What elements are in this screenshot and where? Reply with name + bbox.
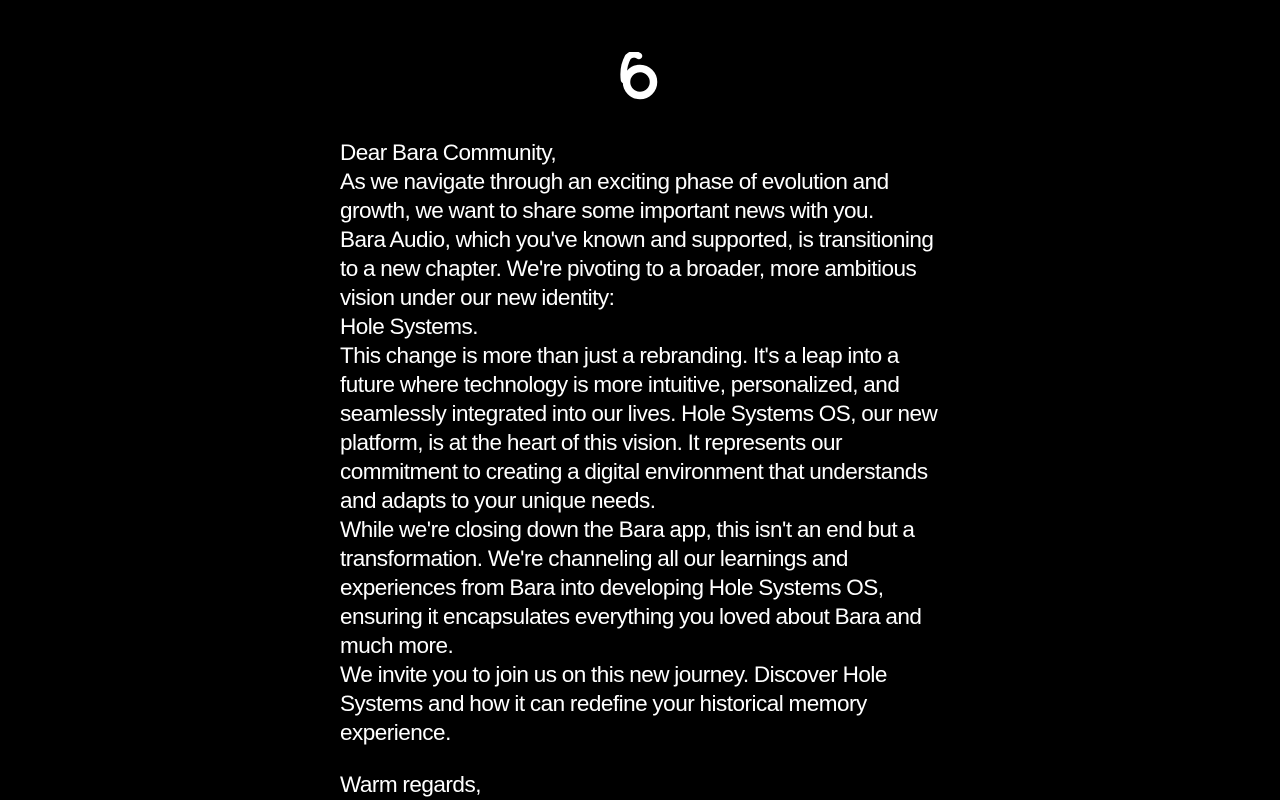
letter-paragraph-transition: Bara Audio, which you've known and supported, is transitioning to a new chapter. We're pivoting to a broader, more ambitious vision under our new identity: — [340, 227, 934, 310]
logo-bowl — [627, 69, 654, 96]
bara-logo-svg — [619, 52, 661, 102]
announcement-letter — [340, 138, 940, 799]
letter-paragraph-closing-app: While we're closing down the Bara app, this isn't an end but a transformation. We're channeling all our learnings and experiences from Bara into developing Hole Systems OS, ensuring it encapsulates everything you loved about Bara and much more. — [340, 517, 922, 658]
letter-greeting: Dear Bara Community, — [340, 140, 557, 165]
letter-paragraph-intro: As we navigate through an exciting phase of evolution and growth, we want to share some important news with you. — [340, 169, 889, 223]
letter-paragraph-vision: This change is more than just a rebranding. It's a leap into a future where technology is more intuitive, personalized, and seamlessly integrated into our lives. Hole Systems OS, our new platform, is at the heart of this vision. It represents our commitment to creating a digital environment that understands and adapts to your unique needs. — [340, 343, 938, 513]
bara-logo-icon — [619, 52, 661, 102]
letter-paragraph-new-name: Hole Systems. — [340, 314, 479, 339]
letter-paragraph-invitation: We invite you to join us on this new journey. Discover Hole Systems and how it can redefine your historical memory experience. — [340, 662, 887, 745]
letter-signoff: Warm regards, — [340, 772, 481, 797]
